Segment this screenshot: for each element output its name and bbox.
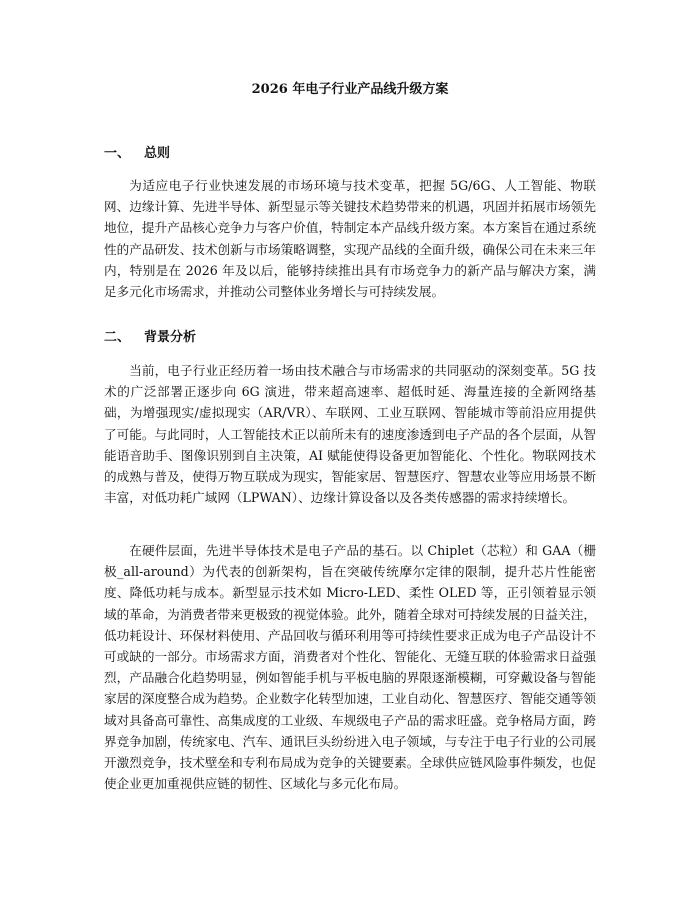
section-number: 二、 — [104, 330, 131, 345]
paragraph-general: 为适应电子行业快速发展的市场环境与技术变革，把握 5G/6G、人工智能、物联网、边缘计算、先进半导体、新型显示等关键技术趋势带来的机遇，巩固并拓展市场领先地位，提升产品核心竞争力与客户价值，特制定本产品线升级方案。本方案旨在通过系统性的产品研发、技术创新与市场策略调整，实现产品线的全面升级，确保公司在未来三年内，特别是在 2026 年及以后，能够持续推出具有市场竞争力的新产品与解决方案，满足多元化市场需求，并推动公司整体业务增长与可持续发展。 — [104, 178, 596, 300]
section-heading-background — [104, 330, 196, 346]
section-title: 总则 — [144, 146, 171, 161]
paragraph-background-1: 当前，电子行业正经历着一场由技术融合与市场需求的共同驱动的深刻变革。5G 技术的广泛部署正逐步向 6G 演进，带来超高速率、超低时延、海量连接的全新网络基础，为增强现实/虚拟现实（AR/VR）、车联网、工业互联网、智能城市等前沿应用提供了可能。与此同时，人工智能技术正以前所未有的速度渗透到电子产品的各个层面，从智能语音助手、图像识别到自主决策，AI 赋能使得设备更加智能化、个性化。物联网技术的成熟与普及，使得万物互联成为现实，智能家居、智慧医疗、智慧农业等应用场景不断丰富，对低功耗广域网（LPWAN）、边缘计算设备以及各类传感器的需求持续增长。 — [104, 363, 596, 506]
section-title: 背景分析 — [144, 330, 197, 345]
section-heading-general — [104, 146, 170, 162]
section-number: 一、 — [104, 146, 131, 161]
document-title: 2026 年电子行业产品线升级方案 — [251, 82, 449, 97]
paragraph-background-2: 在硬件层面，先进半导体技术是电子产品的基石。以 Chiplet（芯粒）和 GAA（栅极_all-around）为代表的创新架构，旨在突破传统摩尔定律的限制，提升芯片性能密度、降低功耗与成本。新型显示技术如 Micro-LED、柔性 OLED 等，正引领着显示领域的革命，为消费者带来更极致的视觉体验。此外，随着全球对可持续发展的日益关注，低功耗设计、环保材料使用、产品回收与循环利用等可持续性要求正成为电子产品设计不可或缺的一部分。市场需求方面，消费者对个性化、智能化、无缝互联的体验需求日益强烈，产品融合化趋势明显，例如智能手机与平板电脑的界限逐渐模糊，可穿戴设备与智能家居的深度整合成为趋势。企业数字化转型加速，工业自动化、智慧医疗、智能交通等领域对具备高可靠性、高集成度的工业级、车规级电子产品的需求旺盛。竞争格局方面，跨界竞争加剧，传统家电、汽车、通讯巨头纷纷进入电子领域，与专注于电子行业的公司展开激烈竞争，技术壁垒和专利布局成为竞争的关键要素。全球供应链风险事件频发，也促使企业更加重视供应链的韧性、区域化与多元化布局。 — [104, 543, 596, 792]
